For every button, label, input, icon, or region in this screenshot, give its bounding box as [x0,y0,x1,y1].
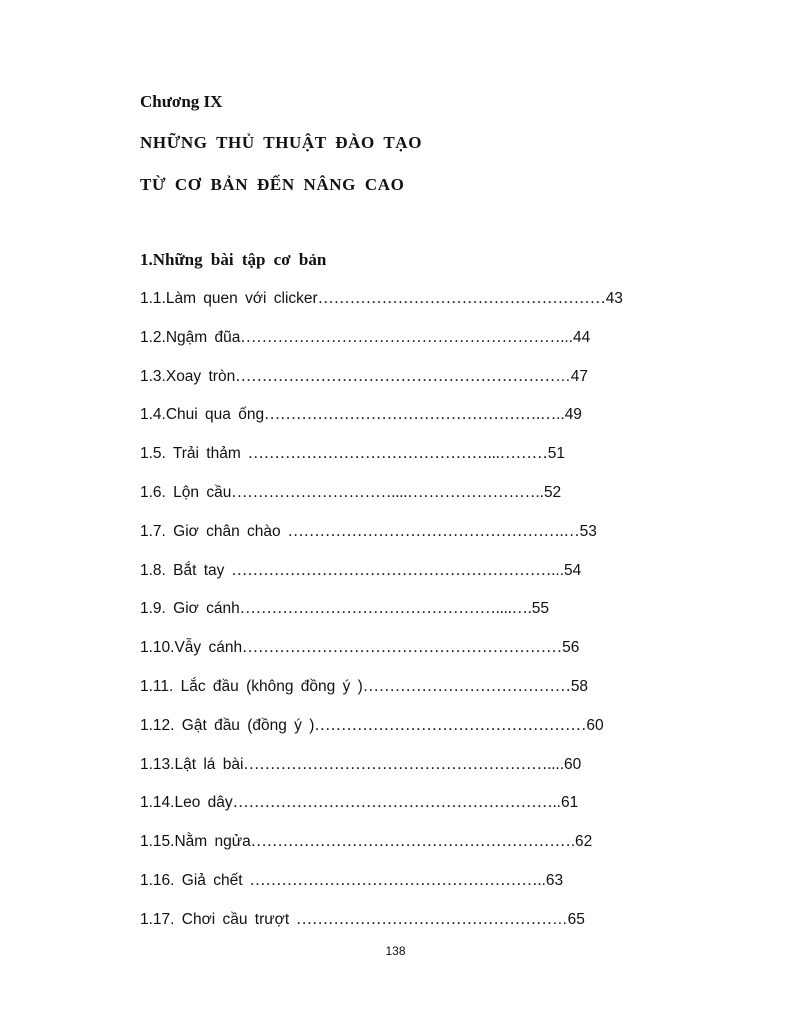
toc-entry [140,792,646,831]
toc-entry-title: 1.2.Ngậm đũa [140,328,241,346]
page-number: 138 [385,944,406,958]
toc-page-number: 58 [570,677,589,695]
toc-leader-dots: ………………………………………… [289,910,553,928]
toc-page-number: ..54 [555,561,582,579]
toc-entry [140,909,646,948]
chapter-title-line-1: NHỮNG THỦ THUẬT ĐÀO TẠO [140,133,423,152]
toc-page-number: .62 [570,833,593,851]
table-of-contents [140,288,646,948]
toc-entry [140,676,646,715]
toc-page-number: ..49 [556,406,582,424]
toc-leader-dots: ……………………………………………………. [224,561,556,579]
toc-leader-dots: ………………………………………...……… [240,445,548,463]
toc-entry [140,443,646,482]
toc-page-number: …47 [555,367,588,385]
toc-entry [140,831,646,870]
toc-entry-title: 1.7. Giơ chân chào [140,522,281,540]
chapter-label: Chương IX [140,92,223,111]
toc-entry-title: 1.15.Nằm ngửa [140,833,251,851]
toc-leader-dots: ……………………………………………… [317,290,606,307]
toc-leader-dots: ……………………………………………………. [232,794,557,812]
toc-entry-title: 1.16. Giả chết [140,871,243,889]
toc-page-number: 53 [579,522,597,540]
toc-page-number: ..60 [555,755,582,773]
toc-page-number: …65 [552,910,585,928]
toc-entry-title: 1.12. Gật đầu (đồng ý ) [140,716,315,734]
toc-leader-dots: …………………………………………………… [242,639,563,657]
toc-leader-dots: ………………………………………………. [242,871,542,889]
toc-entry [140,715,646,754]
toc-leader-dots: …………………………....…………………… [231,483,536,501]
toc-entry [140,327,646,366]
toc-page-number: .61 [556,794,579,812]
toc-entry [140,637,646,676]
toc-entry-title: 1.11. Lắc đầu (không đồng ý ) [140,677,363,695]
toc-entry [140,404,646,443]
toc-entry-title: 1.1.Làm quen với clicker [140,290,318,307]
toc-entry [140,521,646,560]
toc-entry-title: 1.14.Leo dây [140,794,233,812]
toc-entry-title: 1.5. Trải thảm [140,445,241,463]
toc-entry [140,366,646,405]
toc-entry-title: 1.6. Lộn cầu [140,483,232,501]
toc-page-number: 51 [547,445,566,463]
toc-leader-dots: …………………………………………....…. [239,600,532,618]
toc-leader-dots: …………………………………………………… [250,833,571,851]
toc-page-number: ..52 [535,483,562,501]
toc-entry-title: 1.17. Chơi cầu trượt [140,910,290,928]
toc-entry-title: 1.10.Vẫy cánh [140,639,243,657]
toc-page-number: .63 [541,871,564,889]
toc-leader-dots: ……………………………………………………. [240,328,565,346]
toc-entry [140,482,646,521]
toc-page-number: 56 [562,639,580,657]
toc-entry-title: 1.4.Chui qua ống [140,406,265,424]
toc-entry-title: 1.13.Lật lá bài [140,755,244,773]
toc-page-number: 55 [531,600,549,618]
toc-leader-dots: …………………………………………….… [280,522,580,540]
toc-page-number: ..44 [564,328,591,346]
toc-leader-dots: …………………………………………… [314,716,587,734]
chapter-title-line-2: TỪ CƠ BẢN ĐẾN NÂNG CAO [140,175,405,194]
toc-entry [140,598,646,637]
toc-leader-dots: …………………………………………………… [235,367,556,385]
toc-entry-title: 1.8. Bắt tay [140,561,225,579]
toc-leader-dots: ………………………………… [362,677,571,695]
section-heading: 1.Những bài tập cơ bản [140,250,327,269]
toc-entry [140,754,646,793]
toc-entry-title: 1.9. Giơ cánh [140,600,240,618]
toc-page-number: 60 [586,716,604,734]
toc-entry [140,870,646,909]
toc-leader-dots: …………………………………………….… [264,406,557,424]
toc-entry-title: 1.3.Xoay tròn [140,367,236,385]
toc-entry [140,288,646,327]
toc-page-number: 43 [605,290,623,307]
toc-leader-dots: ………………………………………………….. [243,755,556,773]
toc-entry [140,560,646,599]
